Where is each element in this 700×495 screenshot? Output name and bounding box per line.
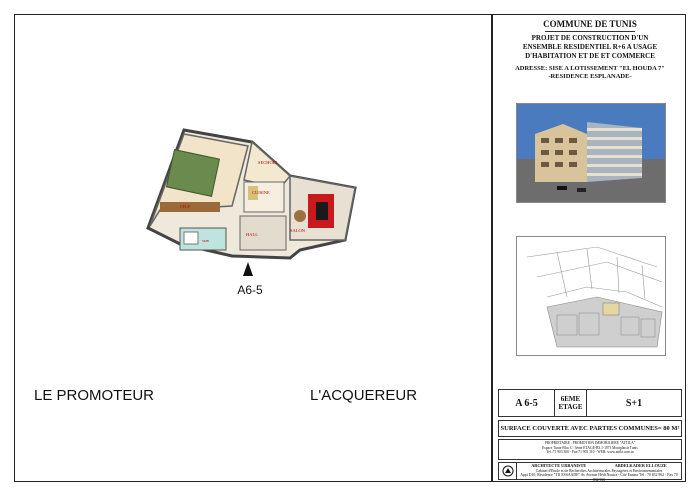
promoteur-line: Espace Tunis-Bloc C- 3ème ETAGE-B3.1-1073 Montplaisir Tunis [542, 445, 638, 450]
promoteur-info [498, 439, 682, 460]
floor-line: 6EME [560, 395, 581, 403]
project-address [498, 65, 682, 81]
room-label-sdb: SDB [202, 239, 209, 243]
title-block-divider [491, 14, 493, 482]
address-line: ADRESSE: SISE A LOTISSEMENT "EL HOUDA 7" [515, 65, 665, 72]
surface-area: SURFACE COUVERTE AVEC PARTIES COMMUNES= 80 M² [498, 420, 682, 437]
commune-title: COMMUNE DE TUNIS [543, 19, 637, 29]
building-rendering [516, 103, 666, 203]
unit-code: A 6-5 [499, 390, 555, 416]
room-label-cuisine: CUISINE [252, 190, 270, 195]
architect-title: ARCHITECTE URBANISTE [531, 463, 587, 468]
project-line: D'HABITATION ET DE ET COMMERCE [525, 52, 655, 60]
room-label-chp: CH.P [180, 204, 190, 209]
room-label-sechoir: SECHOIR [258, 160, 278, 165]
plan-unit-label: A6-5 [237, 283, 263, 297]
architect-text [517, 463, 681, 482]
unit-identification [498, 389, 682, 417]
apartment-floor-plan [140, 128, 360, 263]
architect-name: ABDELKADER ELLOUZE [614, 463, 667, 468]
entrance-arrow-icon [243, 262, 253, 276]
promoteur-line: Tel.:71 903 300 - Fax:71 903 310 - WEB: www.attila.com.tn [546, 450, 634, 455]
title-underline [545, 31, 635, 32]
room-label-salon: SALON [290, 228, 306, 233]
project-line: PROJET DE CONSTRUCTION D'UN [531, 34, 649, 42]
unit-type: S+1 [625, 397, 643, 409]
site-plan [516, 236, 666, 356]
signature-promoteur: LE PROMOTEUR [34, 387, 155, 404]
architect-info [498, 462, 682, 480]
floor-line: ETAGE [558, 403, 583, 411]
architect-line: Appt D10, Résidence "TIJ ESSAADE" Av Avenue Hédi Nouira - Cité Ennasr Tél : 70 832 962 - Fax 70 832 963 [520, 473, 678, 482]
architect-logo-icon [499, 463, 517, 479]
title-block [494, 14, 686, 482]
address-line: -RESIDENCE ESPLANADE- [548, 73, 632, 80]
project-description [498, 34, 682, 61]
architect-line: Cabinet d'Etude et de Recherches Architecturales Paysagères et Environnementales [535, 468, 663, 473]
promoteur-line: PROPRIETAIRE : PROMOTION IMMOBILIERE "ATTILA" [544, 441, 636, 445]
unit-floor [555, 390, 587, 416]
project-line: ENSEMBLE RESIDENTIEL R+6 A USAGE [522, 43, 658, 51]
signature-acquereur: L'ACQUEREUR [310, 387, 418, 404]
room-label-hall: HALL [246, 232, 258, 237]
project-header [498, 17, 682, 96]
